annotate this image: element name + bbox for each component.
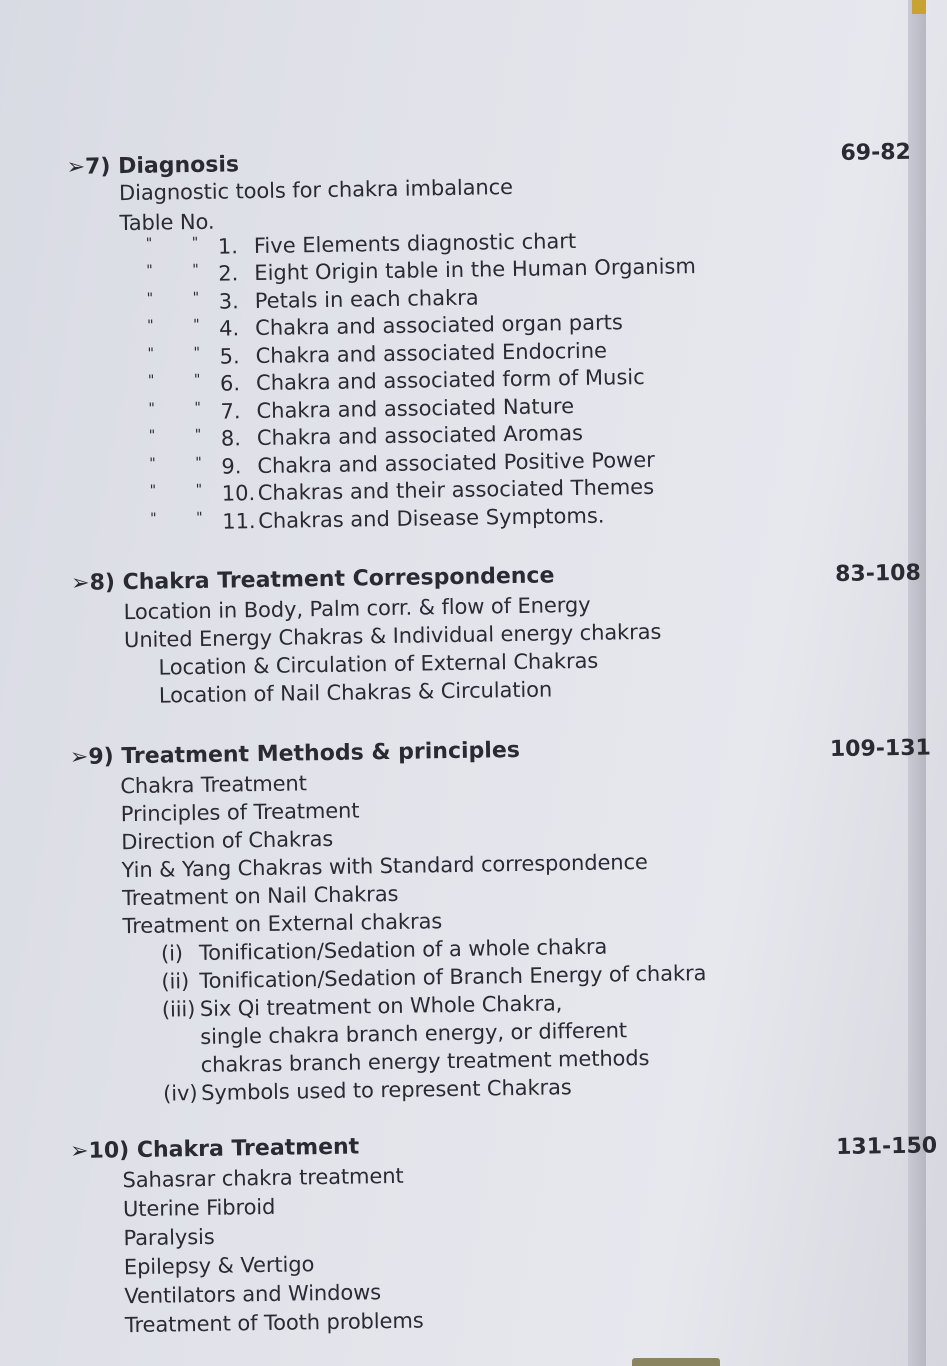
table-number: 5. bbox=[219, 344, 240, 369]
table-title: Five Elements diagnostic chart bbox=[253, 228, 577, 259]
ditto-mark: " bbox=[147, 345, 155, 362]
section-line: Direction of Chakras bbox=[121, 826, 334, 855]
sub-item bbox=[163, 1075, 572, 1105]
section-line: Treatment on External chakras bbox=[122, 909, 443, 939]
section-page-range: 109-131 bbox=[829, 735, 932, 763]
section-heading bbox=[70, 1135, 360, 1165]
sub-item bbox=[161, 935, 608, 966]
section-line: Treatment on Nail Chakras bbox=[121, 881, 399, 911]
ditto-mark: " bbox=[195, 454, 202, 471]
arrow-bullet-icon: ➢ bbox=[70, 570, 90, 596]
table-number: 7. bbox=[220, 399, 241, 424]
ditto-mark: " bbox=[195, 481, 203, 498]
table-number: 11. bbox=[222, 509, 256, 534]
ditto-mark: " bbox=[193, 371, 201, 388]
table-title: Chakra and associated organ parts bbox=[254, 310, 624, 341]
section-line: United Energy Chakras & Individual energy chakras bbox=[123, 619, 662, 653]
section-line: Location of Nail Chakras & Circulation bbox=[158, 677, 553, 708]
table-number: 1. bbox=[217, 234, 239, 259]
table-number: 8. bbox=[220, 426, 242, 451]
table-number: 6. bbox=[219, 371, 241, 396]
ditto-mark: " bbox=[149, 455, 156, 472]
ditto-mark: " bbox=[148, 427, 156, 444]
ditto-mark: " bbox=[149, 482, 157, 499]
ditto-mark: " bbox=[145, 235, 153, 252]
table-no-label: Table No. bbox=[119, 209, 215, 236]
section-page-range: 69-82 bbox=[840, 139, 912, 166]
roman-numeral: (iii) bbox=[161, 997, 196, 1022]
section-line: Location & Circulation of External Chakras bbox=[158, 648, 599, 680]
table-title: Chakra and associated Nature bbox=[256, 394, 575, 424]
sub-item-continuation bbox=[162, 1018, 627, 1049]
roman-numeral: (i) bbox=[160, 941, 184, 966]
section-line: Ventilators and Windows bbox=[124, 1280, 382, 1309]
section-line: Treatment of Tooth problems bbox=[124, 1308, 424, 1338]
section-heading-text: 9) Treatment Methods & principles bbox=[88, 737, 521, 770]
roman-numeral bbox=[163, 1072, 201, 1073]
table-number: 9. bbox=[221, 454, 242, 479]
section-line: Principles of Treatment bbox=[120, 798, 360, 827]
table-title: Eight Origin table in the Human Organism bbox=[254, 254, 697, 286]
section-heading-text: 10) Chakra Treatment bbox=[88, 1134, 360, 1164]
ditto-mark: " bbox=[194, 426, 202, 443]
ditto-mark: " bbox=[193, 316, 200, 334]
roman-numeral: (ii) bbox=[161, 969, 190, 994]
ditto-mark: " bbox=[146, 262, 153, 279]
sub-item-continuation bbox=[163, 1046, 650, 1078]
ditto-mark: " bbox=[194, 399, 202, 416]
ditto-mark: " bbox=[147, 317, 154, 334]
sub-item-text: Six Qi treatment on Whole Chakra, bbox=[199, 991, 563, 1021]
roman-numeral: (iv) bbox=[163, 1081, 198, 1106]
ditto-mark: " bbox=[150, 510, 157, 527]
section-line: Uterine Fibroid bbox=[122, 1194, 276, 1222]
sub-item bbox=[162, 991, 563, 1021]
table-title: Chakra and associated Aromas bbox=[256, 420, 584, 451]
section-line: Sahasrar chakra treatment bbox=[122, 1163, 404, 1193]
ditto-mark: " bbox=[146, 290, 154, 307]
table-number: 3. bbox=[218, 289, 239, 314]
table-title: Chakra and associated form of Music bbox=[255, 364, 645, 396]
table-number: 4. bbox=[218, 316, 240, 341]
ditto-mark: " bbox=[192, 261, 199, 279]
section-line: Chakra Treatment bbox=[120, 771, 307, 799]
sub-item-text: Tonification/Sedation of Branch Energy of chakra bbox=[199, 961, 707, 993]
sub-item-text: chakras branch energy treatment methods bbox=[200, 1045, 650, 1077]
table-title: Chakras and Disease Symptoms. bbox=[258, 503, 605, 534]
section-line: Location in Body, Palm corr. & flow of Energy bbox=[123, 592, 591, 625]
section-heading-text: 8) Chakra Treatment Correspondence bbox=[89, 563, 555, 596]
ditto-mark: " bbox=[147, 372, 155, 389]
section-line: Paralysis bbox=[123, 1224, 215, 1251]
section-heading bbox=[70, 738, 520, 770]
section-line: Epilepsy & Vertigo bbox=[123, 1252, 315, 1280]
table-title: Chakra and associated Positive Power bbox=[257, 447, 655, 479]
ditto-mark: " bbox=[196, 509, 203, 526]
arrow-bullet-icon: ➢ bbox=[66, 154, 86, 180]
arrow-bullet-icon: ➢ bbox=[69, 1138, 89, 1165]
ditto-mark: " bbox=[148, 400, 156, 417]
bottom-tab-marker bbox=[632, 1358, 720, 1366]
sub-item-text: Tonification/Sedation of a whole chakra bbox=[198, 934, 608, 965]
section-page-range: 131-150 bbox=[835, 1133, 938, 1161]
sub-item-text: single chakra branch energy, or different bbox=[200, 1018, 628, 1049]
sub-item bbox=[161, 961, 706, 994]
ditto-mark: " bbox=[191, 234, 199, 252]
arrow-bullet-icon: ➢ bbox=[69, 744, 89, 770]
section-heading-text: 7) Diagnosis bbox=[84, 152, 240, 180]
section-line: Yin & Yang Chakras with Standard correspondence bbox=[121, 849, 648, 883]
section-page-range: 83-108 bbox=[834, 560, 921, 587]
section-heading bbox=[71, 563, 555, 596]
table-title: Chakras and their associated Themes bbox=[257, 474, 655, 506]
ditto-mark: " bbox=[193, 344, 201, 362]
roman-numeral bbox=[162, 1044, 200, 1045]
table-title: Petals in each chakra bbox=[254, 285, 479, 314]
section-line: Diagnostic tools for chakra imbalance bbox=[118, 174, 514, 206]
sub-item-text: Symbols used to represent Chakras bbox=[201, 1075, 572, 1105]
ditto-mark: " bbox=[192, 289, 200, 307]
section-heading bbox=[66, 152, 239, 180]
table-title: Chakra and associated Endocrine bbox=[255, 338, 608, 369]
table-number: 2. bbox=[218, 261, 239, 286]
table-number: 10. bbox=[221, 481, 256, 506]
